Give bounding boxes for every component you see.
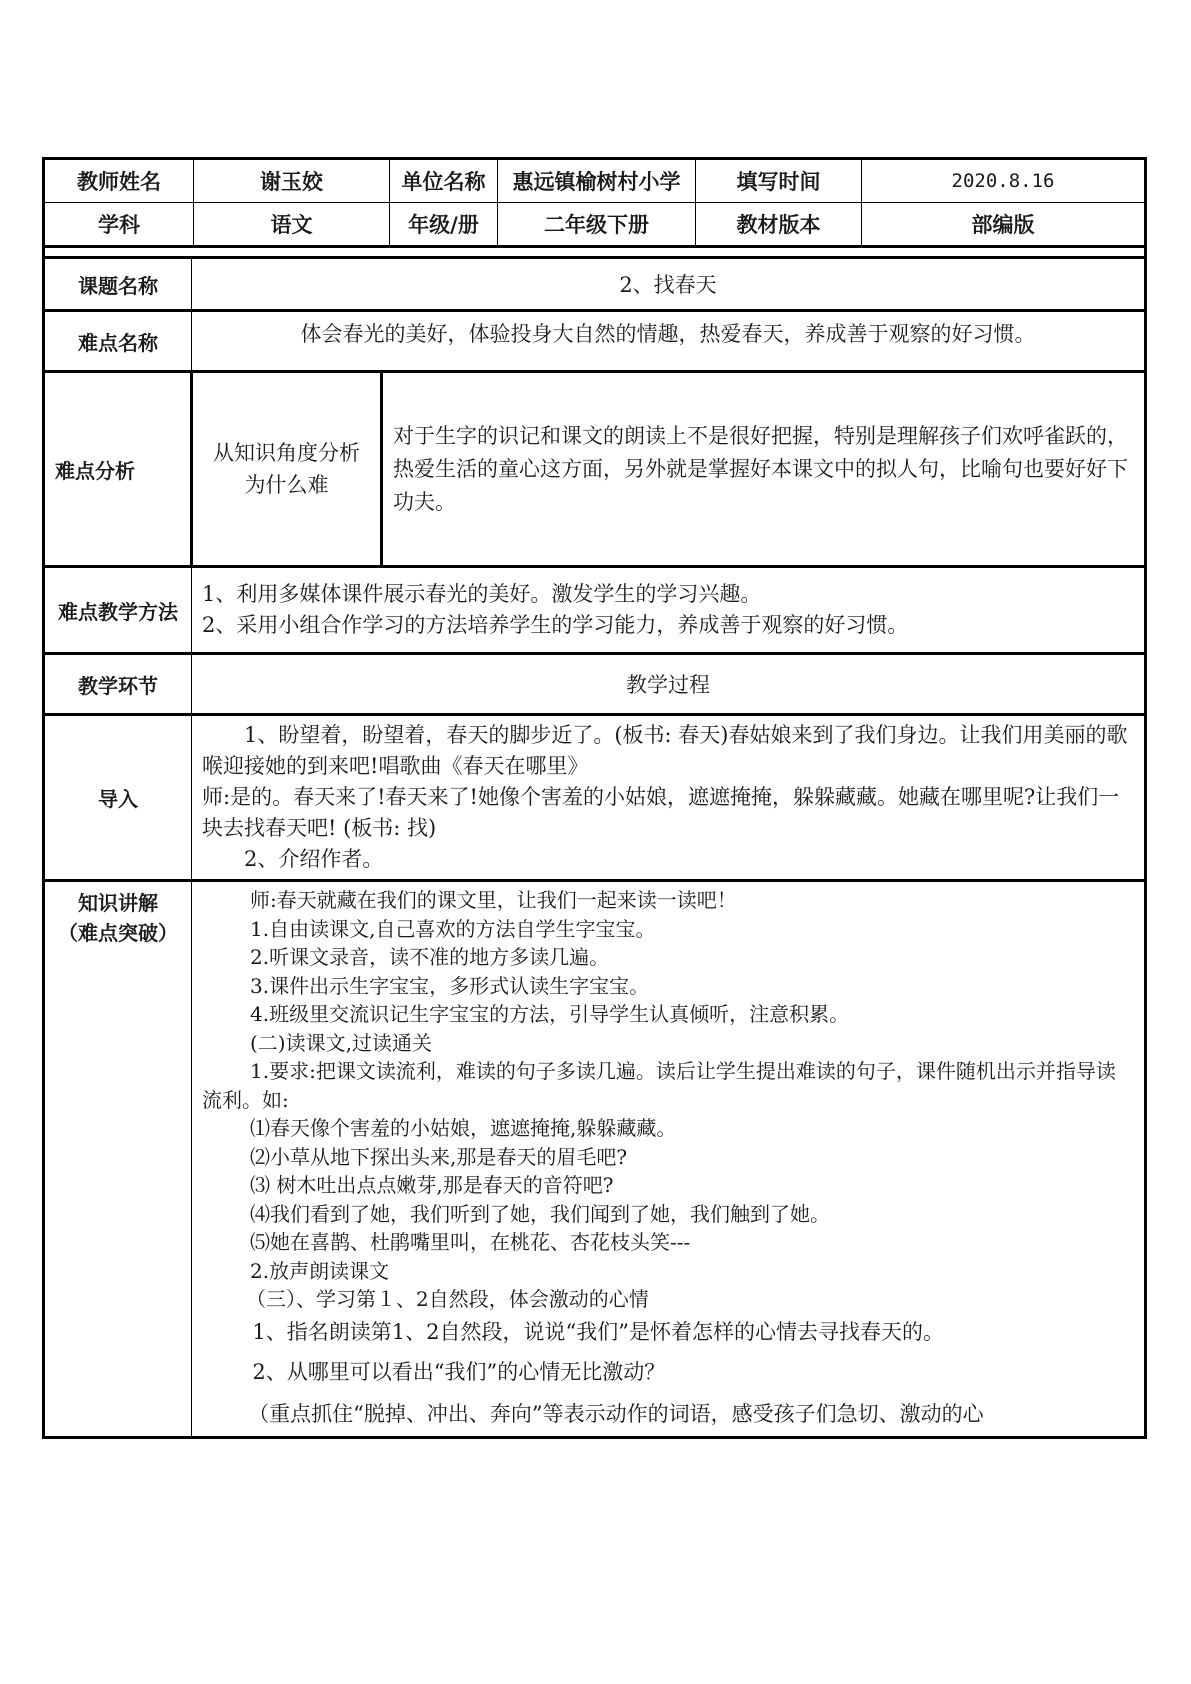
knowledge-line: 1、指名朗读第1、2自然段，说说“我们”是怀着怎样的心情去寻找春天的。 bbox=[252, 1319, 944, 1344]
topic-value: 2、找春天 bbox=[192, 258, 1146, 311]
knowledge-line: ⑶ 树木吐出点点嫩芽,那是春天的音符吧? bbox=[250, 1173, 614, 1197]
knowledge-line: (二)读课文,过读通关 bbox=[250, 1030, 432, 1055]
grade-value: 二年级下册 bbox=[498, 203, 696, 247]
knowledge-label bbox=[44, 881, 192, 1438]
analysis-sub-label: 从知识角度分析为什么难 bbox=[192, 372, 382, 567]
knowledge-line: （重点抓住“脱掉、冲出、奔向”等表示动作的词语，感受孩子们急切、激动的心 bbox=[248, 1401, 984, 1426]
knowledge-line: ⑷我们看到了她，我们听到了她，我们闻到了她，我们触到了她。 bbox=[250, 1201, 830, 1226]
unit-name-value: 惠远镇榆树村小学 bbox=[498, 159, 696, 203]
process-header-value: 教学过程 bbox=[192, 654, 1146, 715]
intro-paragraph-3: 2、介绍作者。 bbox=[244, 847, 384, 871]
grade-label: 年级/册 bbox=[390, 203, 498, 247]
knowledge-line: 师:春天就藏在我们的课文里，让我们一起来读一读吧！ bbox=[250, 888, 737, 912]
method-content bbox=[192, 567, 1146, 654]
topic-label: 课题名称 bbox=[44, 258, 192, 311]
fill-date-value: 2020.8.16 bbox=[862, 159, 1146, 203]
method-label: 难点教学方法 bbox=[44, 567, 192, 654]
unit-name-label: 单位名称 bbox=[390, 159, 498, 203]
knowledge-line: ⑸她在喜鹊、杜鹃嘴里叫，在桃花、杏花枝头笑--- bbox=[250, 1230, 691, 1254]
difficulty-value: 体会春光的美好，体验投身大自然的情趣，热爱春天，养成善于观察的好习惯。 bbox=[192, 311, 1146, 372]
knowledge-content bbox=[192, 881, 1146, 1438]
knowledge-line: 3.课件出示生字宝宝，多形式认读生字宝宝。 bbox=[250, 973, 650, 998]
analysis-value: 对于生字的识记和课文的朗读上不是很好把握，特别是理解孩子们欢呼雀跃的，热爱生活的童心这方面，另外就是掌握好本课文中的拟人句，比喻句也要好好下功夫。 bbox=[382, 372, 1146, 567]
analysis-label: 难点分析 bbox=[44, 372, 192, 567]
intro-label: 导入 bbox=[44, 715, 192, 881]
knowledge-line: 2、从哪里可以看出“我们”的心情无比激动？ bbox=[252, 1359, 666, 1384]
knowledge-line: 1.自由读课文,自己喜欢的方法自学生字宝宝。 bbox=[250, 916, 656, 941]
teacher-name-label: 教师姓名 bbox=[44, 159, 194, 203]
knowledge-line: ⑵小草从地下探出头来,那是春天的眉毛吧? bbox=[250, 1144, 628, 1169]
process-step-label: 教学环节 bbox=[44, 654, 192, 715]
subject-label: 学科 bbox=[44, 203, 194, 247]
info-table bbox=[42, 157, 1147, 248]
intro-content bbox=[192, 715, 1146, 881]
intro-paragraph-2: 师:是的。春天来了!春天来了!她像个害羞的小姑娘，遮遮掩掩，躲躲藏藏。她藏在哪里呢?让我们一块去找春天吧! (板书: 找) bbox=[202, 785, 1120, 840]
knowledge-line: 4.班级里交流识记生字宝宝的方法，引导学生认真倾听，注意积累。 bbox=[250, 1002, 850, 1026]
edition-label: 教材版本 bbox=[696, 203, 862, 247]
lesson-table bbox=[42, 248, 1147, 1439]
knowledge-line: ⑴春天像个害羞的小姑娘，遮遮掩掩,躲躲藏藏。 bbox=[250, 1116, 677, 1140]
teacher-name-value: 谢玉姣 bbox=[194, 159, 390, 203]
fill-date-label: 填写时间 bbox=[696, 159, 862, 203]
knowledge-line: 2.放声朗读课文 bbox=[250, 1258, 390, 1283]
knowledge-line: 1.要求:把课文读流利，难读的句子多读几遍。读后让学生提出难读的句子，课件随机出示并指导读流利。如: bbox=[202, 1059, 1116, 1112]
intro-paragraph-1: 1、盼望着，盼望着，春天的脚步近了。(板书: 春天)春姑娘来到了我们身边。让我们用美丽的歌喉迎接她的到来吧!唱歌曲《春天在哪里》 bbox=[202, 723, 1128, 778]
subject-value: 语文 bbox=[194, 203, 390, 247]
difficulty-label: 难点名称 bbox=[44, 311, 192, 372]
knowledge-label-line-1: 知识讲解 bbox=[78, 891, 158, 915]
knowledge-line: 2.听课文录音，读不准的地方多读几遍。 bbox=[250, 945, 610, 969]
edition-value: 部编版 bbox=[862, 203, 1146, 247]
lesson-plan-sheet bbox=[42, 157, 1144, 1439]
knowledge-line: （三）、学习第１、2自然段，体会激动的心情 bbox=[246, 1287, 649, 1311]
method-line-2: 2、采用小组合作学习的方法培养学生的学习能力，养成善于观察的好习惯。 bbox=[202, 613, 909, 637]
knowledge-label-line-2: （难点突破） bbox=[58, 921, 178, 945]
method-line-1: 1、利用多媒体课件展示春光的美好。激发学生的学习兴趣。 bbox=[202, 582, 762, 606]
spacer bbox=[44, 248, 1146, 258]
